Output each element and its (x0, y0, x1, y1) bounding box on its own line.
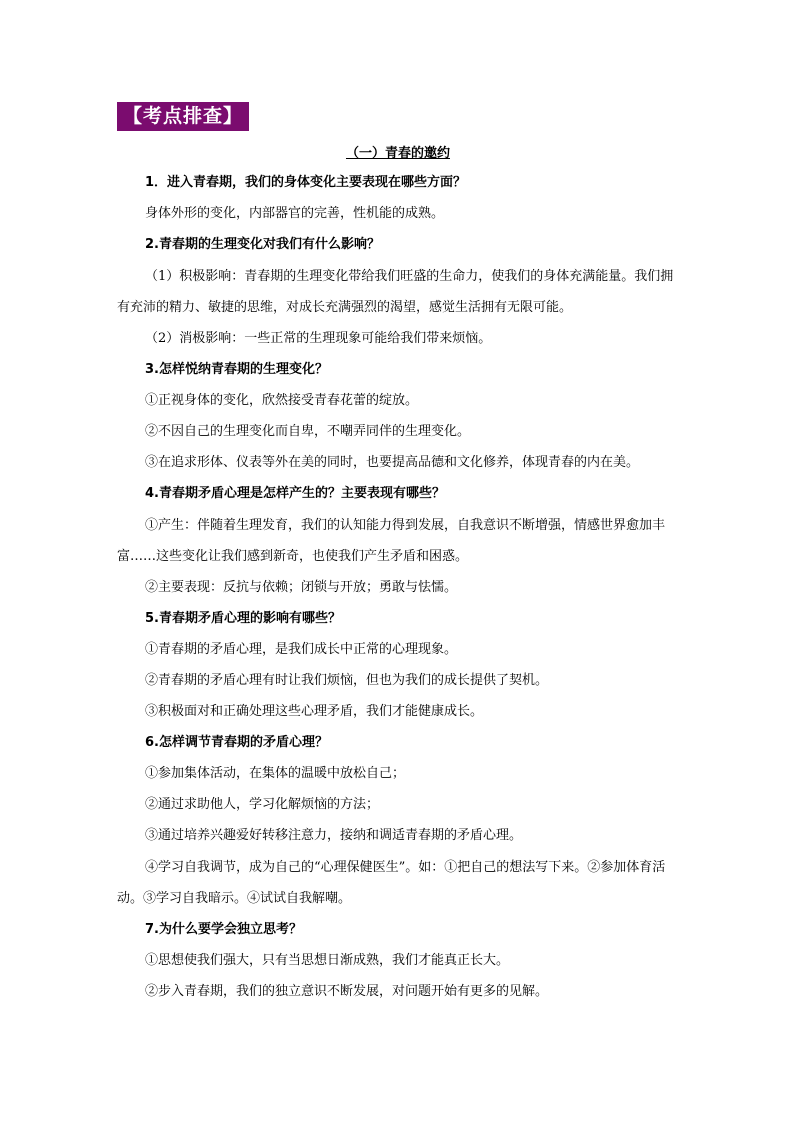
question-heading: 1．进入青春期，我们的身体变化主要表现在哪些方面？ (145, 175, 467, 190)
document-content (117, 146, 679, 1014)
section-title: （一）青春的邀约 (345, 146, 450, 161)
answer-line: ②步入青春期，我们的独立意识不断发展，对问题开始有更多的见解。 (145, 984, 549, 999)
question-heading: 3.怎样悦纳青春期的生理变化？ (145, 362, 328, 377)
answer-line: ③积极面对和正确处理这些心理矛盾，我们才能健康成长。 (145, 704, 484, 719)
answer-line: ②通过求助他人，学习化解烦恼的方法； (145, 797, 380, 812)
question-heading: 7.为什么要学会独立思考？ (145, 922, 302, 937)
answer-paragraph: （1）积极影响：青春期的生理变化带给我们旺盛的生命力，使我们的身体充满能量。我们拥有充沛的精力、敏捷的思维，对成长充满强烈的渴望，感觉生活拥有无限可能。 (117, 269, 674, 315)
answer-line: ②青春期的矛盾心理有时让我们烦恼，但也为我们的成长提供了契机。 (145, 673, 549, 688)
answer-line: ①思想使我们强大，只有当思想日渐成熟，我们才能真正长大。 (145, 953, 510, 968)
question-heading: 2.青春期的生理变化对我们有什么影响？ (145, 237, 380, 252)
section-tag: 【考点排查】 (117, 102, 249, 131)
answer-line: （2）消极影响：一些正常的生理现象可能给我们带来烦恼。 (145, 331, 492, 346)
question-list (117, 174, 679, 1001)
answer-paragraph: ①产生：伴随着生理发育，我们的认知能力得到发展，自我意识不断增强，情感世界愈加丰富……这些变化让我们感到新奇，也使我们产生矛盾和困惑。 (117, 518, 666, 564)
question-heading: 6.怎样调节青春期的矛盾心理？ (145, 735, 328, 750)
answer-line: ②主要表现：反抗与依赖；闭锁与开放；勇敢与怯懦。 (145, 580, 458, 595)
answer-line: ③在追求形体、仪表等外在美的同时，也要提高品德和文化修养，体现青春的内在美。 (145, 455, 640, 470)
answer-line: ③通过培养兴趣爱好转移注意力，接纳和调适青春期的矛盾心理。 (145, 828, 523, 843)
question-heading: 5.青春期矛盾心理的影响有哪些？ (145, 611, 341, 626)
answer-paragraph: ④学习自我调节，成为自己的“心理保健医生”。如：①把自己的想法写下来。②参加体育活动。③学习自我暗示。④试试自我解嘲。 (117, 860, 666, 906)
answer-line: ①正视身体的变化，欣然接受青春花蕾的绽放。 (145, 393, 419, 408)
answer-line: ①青春期的矛盾心理，是我们成长中正常的心理现象。 (145, 642, 458, 657)
answer-line: ②不因自己的生理变化而自卑，不嘲弄同伴的生理变化。 (145, 424, 471, 439)
answer-line: ①参加集体活动，在集体的温暖中放松自己； (145, 766, 406, 781)
answer-line: 身体外形的变化，内部器官的完善，性机能的成熟。 (145, 206, 445, 221)
question-heading: 4.青春期矛盾心理是怎样产生的？主要表现有哪些？ (145, 486, 445, 501)
